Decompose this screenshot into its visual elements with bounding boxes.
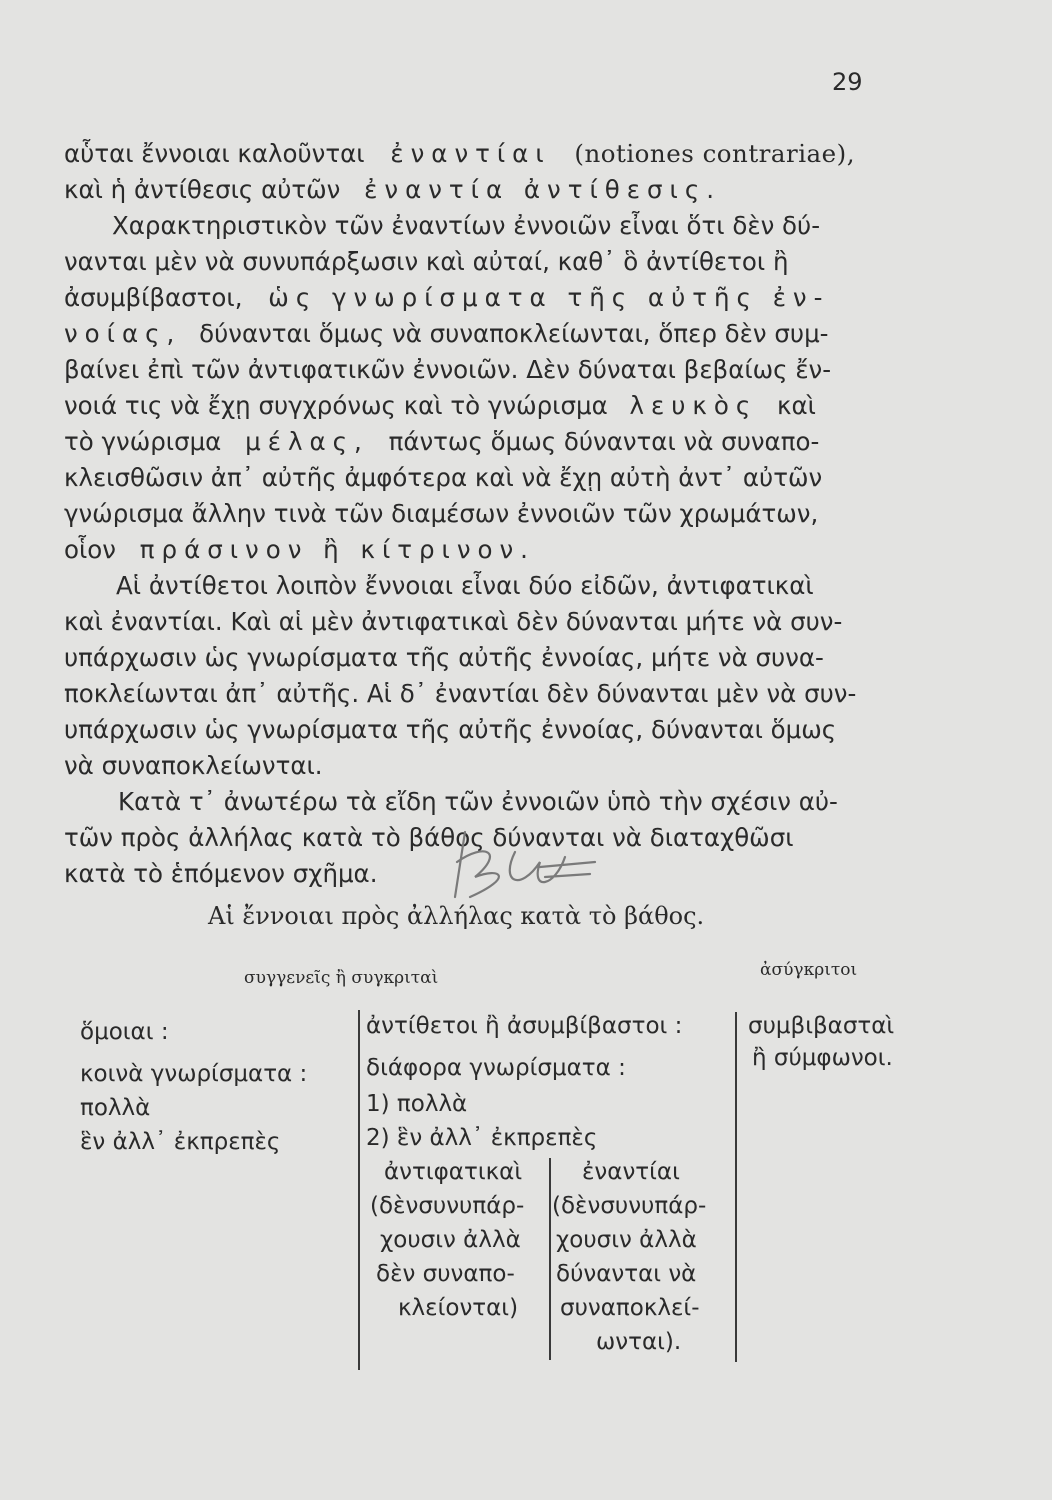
text-line: βαίνει ἐπὶ τῶν ἀντιφατικῶν ἐννοιῶν. Δὲν δύναται βεβαίως ἔν- (64, 355, 832, 384)
sub-left-row: ἀντιφατικαὶ (384, 1159, 523, 1185)
text-span: δύνανται ὅμως νὰ συναποκλείωνται, ὅπερ δὲν συμ- (199, 319, 829, 348)
left-header: συγγενεῖς ἢ συγκριταὶ (244, 968, 439, 988)
text-line: κλεισθῶσιν ἀπ᾽ αὐτῆς ἀμφότερα καὶ νὰ ἔχῃ αὐτὴ ἀντ᾽ αὐτῶν (64, 463, 823, 492)
col2-row: διάφορα γνωρίσματα : (366, 1055, 626, 1081)
col3-row: συμβιβασταὶ (748, 1013, 895, 1039)
col1-row: ἓν ἀλλ᾽ ἐκπρεπὲς (80, 1129, 281, 1155)
sub-right-row: (δὲνσυνυπάρ- (552, 1193, 707, 1219)
sub-right-row: δύνανται νὰ (556, 1261, 697, 1287)
sub-left-row: κλείονται) (398, 1295, 519, 1321)
spaced-term: λευκὸς (629, 391, 758, 420)
right-header: ἀσύγκριτοι (760, 960, 858, 980)
text-line (64, 280, 914, 316)
text-line (64, 424, 914, 460)
text-line: ποκλείωνται ἀπ᾽ αὐτῆς. Αἱ δ᾽ ἐναντίαι δὲν δύνανται μὲν νὰ συν- (64, 679, 857, 708)
col1-row: κοινὰ γνωρίσματα : (80, 1061, 308, 1087)
text-line: τῶν πρὸς ἀλλήλας κατὰ τὸ βάθος δύνανται νὰ διαταχθῶσι (64, 823, 794, 852)
text-span: καὶ (777, 391, 816, 420)
text-span: καὶ ἡ ἀντίθεσις αὐτῶν (64, 175, 341, 204)
spaced-term: πράσινον ἢ κίτρινον. (139, 535, 535, 564)
col2-row: 1) πολλὰ (366, 1091, 468, 1117)
col1-row: ὅμοιαι : (80, 1019, 169, 1045)
text-line: Χαρακτηριστικὸν τῶν ἐναντίων ἐννοιῶν εἶναι ὅτι δὲν δύ- (112, 211, 821, 240)
text-line: γνώρισμα ἄλλην τινὰ τῶν διαμέσων ἐννοιῶν τῶν χρωμάτων, (64, 499, 819, 528)
column-divider (358, 1010, 360, 1370)
text-span: οἷον (64, 535, 116, 564)
text-line (64, 172, 914, 208)
text-span: αὗται ἔννοιαι καλοῦνται (64, 139, 365, 168)
text-line: υπάρχωσιν ὡς γνωρίσματα τῆς αὐτῆς ἐννοίας, δύνανται ὅμως (64, 715, 837, 744)
spaced-term: ἐναντίαι (390, 139, 551, 168)
spaced-term: μέλας, (245, 427, 369, 456)
col1-row: πολλὰ (80, 1095, 151, 1121)
text-line: Κατὰ τ᾽ ἀνωτέρω τὰ εἴδη τῶν ἐννοιῶν ὑπὸ τὴν σχέσιν αὐ- (118, 787, 838, 816)
text-span: πάντως ὅμως δύνανται νὰ συναπο- (388, 427, 820, 456)
diagram-title: Αἱ ἔννοιαι πρὸς ἀλλήλας κατὰ τὸ βάθος. (208, 902, 705, 930)
text-line (64, 532, 914, 568)
text-line: Αἱ ἀντίθετοι λοιπὸν ἔννοιαι εἶναι δύο εἰδῶν, ἀντιφατικαὶ (116, 571, 814, 600)
text-line: κατὰ τὸ ἑπόμενον σχῆμα. (64, 859, 378, 888)
text-line: καὶ ἐναντίαι. Καὶ αἱ μὲν ἀντιφατικαὶ δὲν δύνανται μήτε νὰ συν- (64, 607, 843, 636)
sub-right-row: χουσιν ἀλλὰ (556, 1227, 697, 1253)
text-span: ἀσυμβίβαστοι, (64, 283, 243, 312)
spaced-term: ὡς γνωρίσματα τῆς αὐτῆς ἐν- (268, 283, 830, 312)
col3-row: ἢ σύμφωνοι. (752, 1045, 893, 1071)
sub-right-row: συναποκλεί- (560, 1295, 700, 1321)
latin-term: (notiones contrariae), (574, 139, 855, 168)
text-line: νανται μὲν νὰ συνυπάρξωσιν καὶ αὐταί, καθ᾽ ὃ ἀντίθετοι ἢ (64, 247, 789, 276)
col2-row: ἀντίθετοι ἢ ἀσυμβίβαστοι : (366, 1013, 683, 1039)
text-line (64, 388, 914, 424)
sub-left-row: χουσιν ἀλλὰ (380, 1227, 521, 1253)
sub-left-row: δὲν συναπο- (376, 1261, 515, 1287)
col2-row: 2) ἓν ἀλλ᾽ ἐκπρεπὲς (366, 1125, 598, 1151)
sub-left-row: (δὲνσυνυπάρ- (370, 1193, 525, 1219)
text-line: νὰ συναποκλείωνται. (64, 751, 323, 780)
text-line (64, 136, 914, 172)
subcolumn-divider (549, 1158, 551, 1360)
text-line (64, 316, 914, 352)
sub-right-row: ωνται). (596, 1329, 682, 1355)
spaced-term: νοίας, (64, 319, 182, 348)
pencil-signature (445, 822, 605, 912)
column-divider (735, 1012, 737, 1362)
spaced-term: ἐναντία ἀντίθεσις. (364, 175, 721, 204)
page-number: 29 (832, 68, 863, 96)
text-span: νοιά τις νὰ ἔχῃ συγχρόνως καὶ τὸ γνώρισμα (64, 391, 608, 420)
text-span: τὸ γνώρισμα (64, 427, 222, 456)
text-line: υπάρχωσιν ὡς γνωρίσματα τῆς αὐτῆς ἐννοίας, μήτε νὰ συνα- (64, 643, 824, 672)
sub-right-row: ἐναντίαι (582, 1159, 680, 1185)
